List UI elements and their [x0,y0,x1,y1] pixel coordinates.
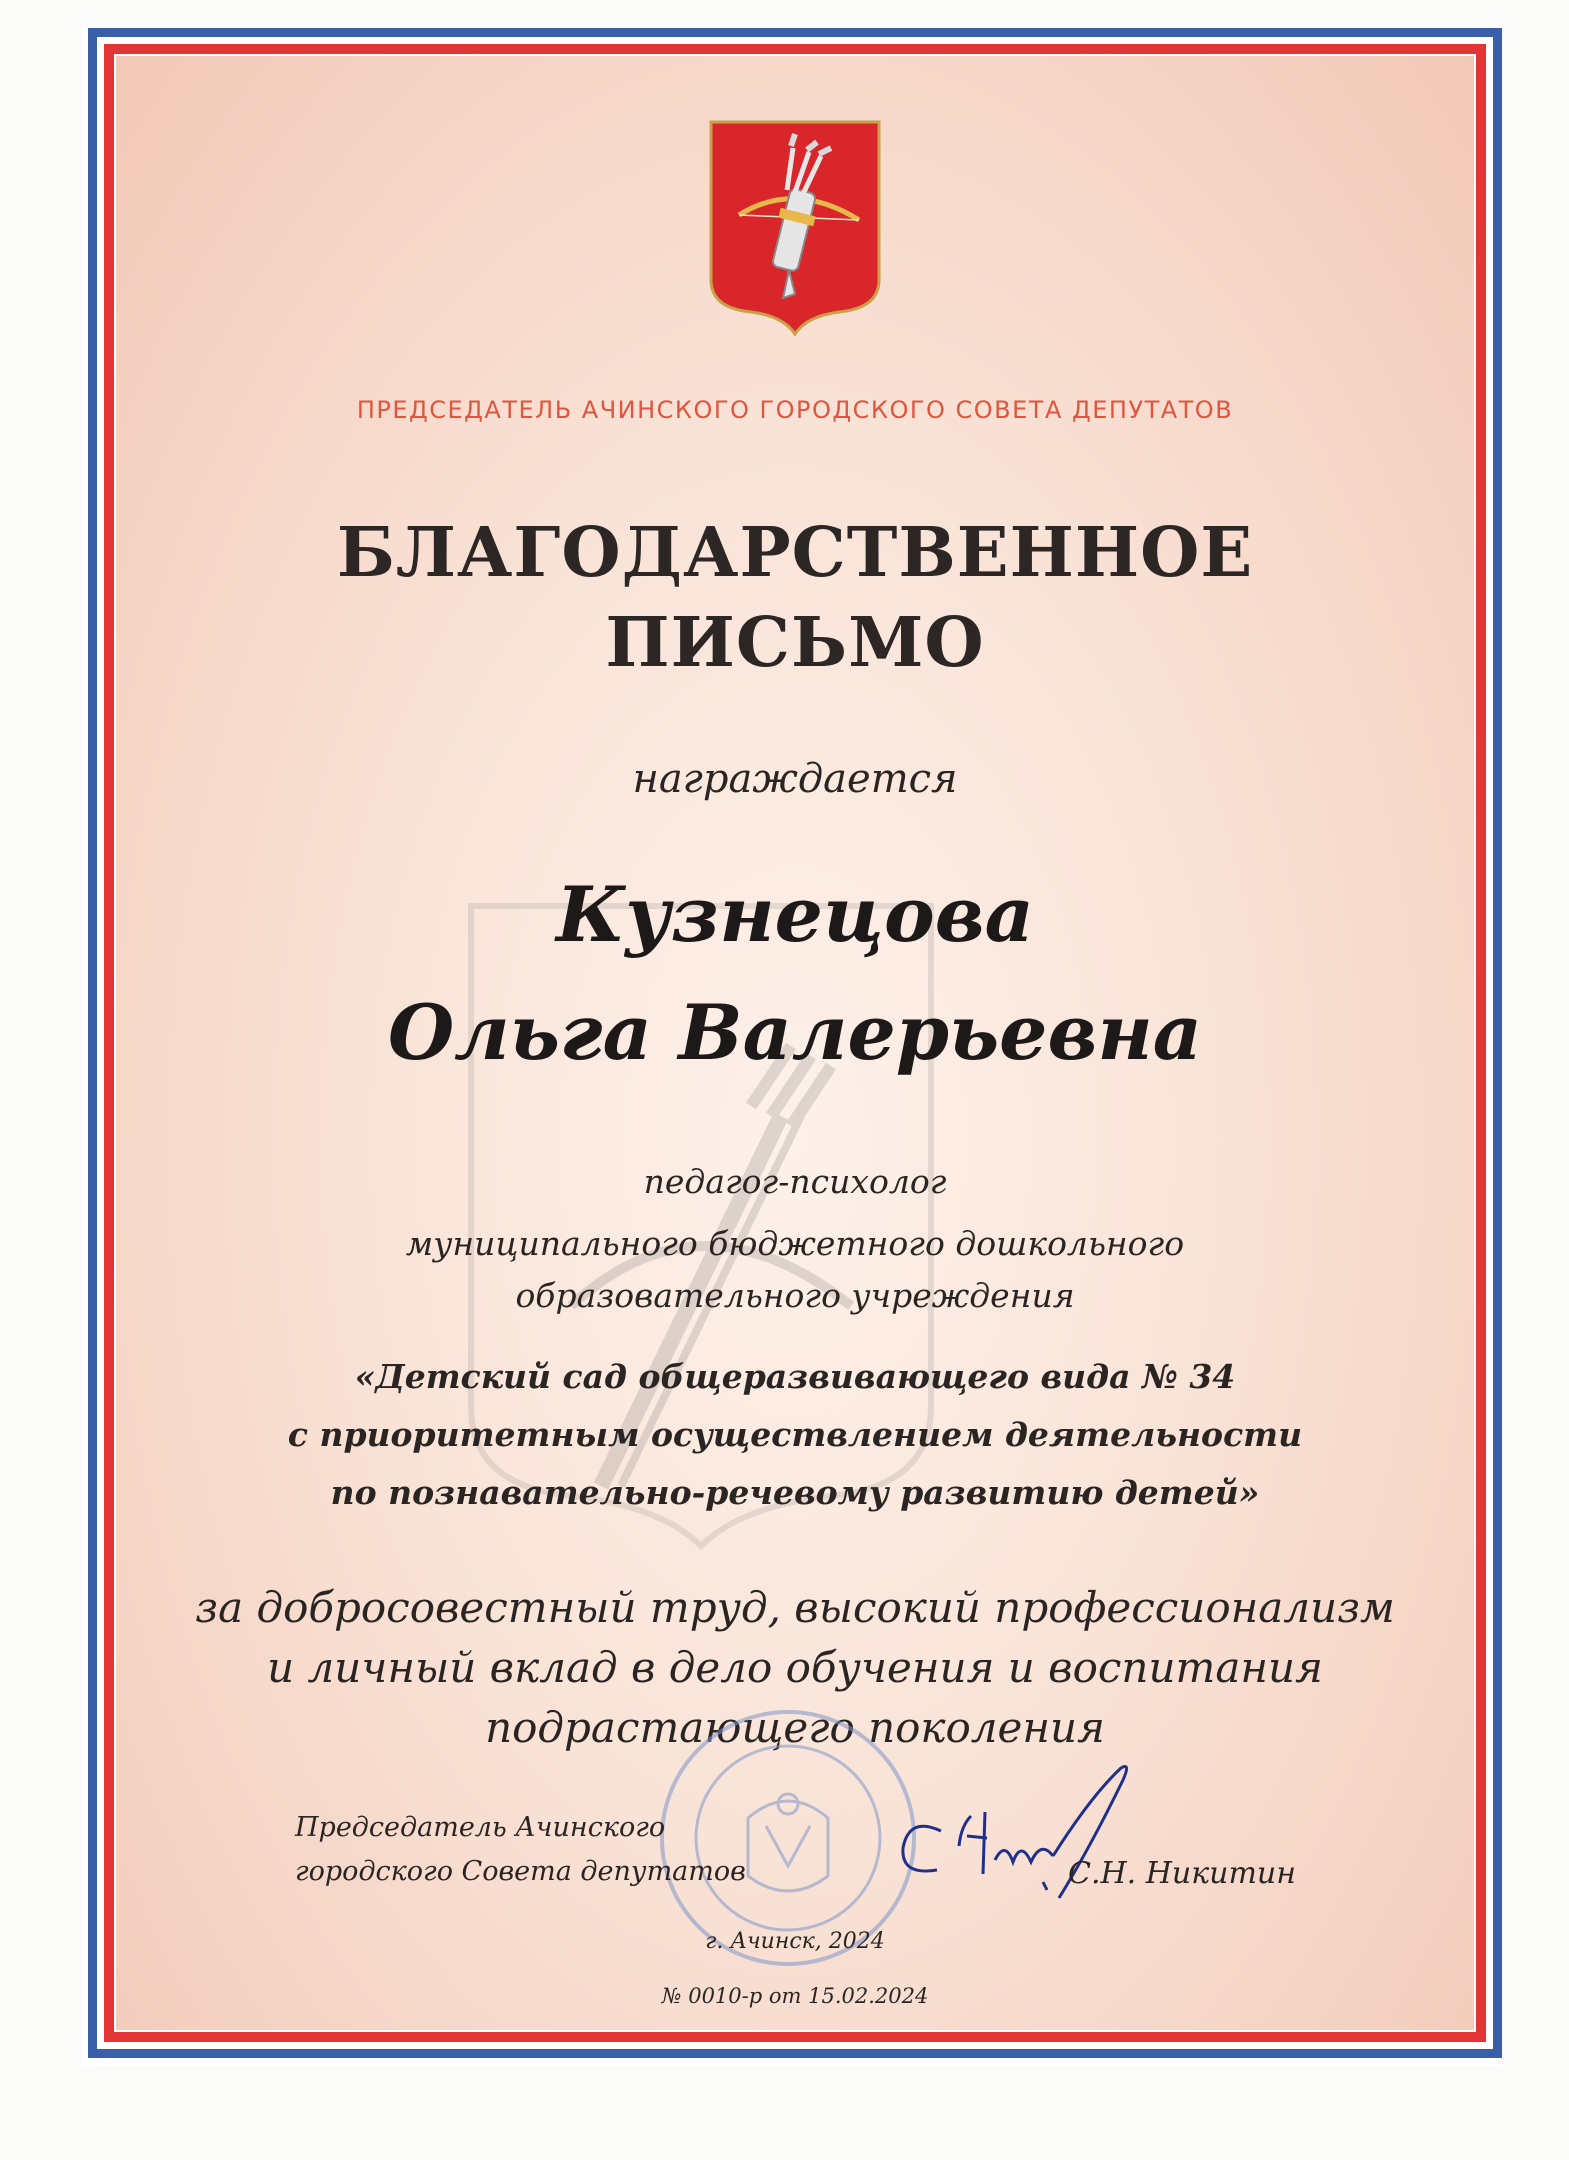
reason-line: и личный вклад в дело обучения и воспитания [267,1643,1323,1692]
recipient-given-names: Ольга Валерьевна [387,988,1203,1077]
awarded-label: награждается [632,756,958,802]
signatory-title-line: Председатель Ачинского [295,1812,666,1843]
issuer-header: ПРЕДСЕДАТЕЛЬ АЧИНСКОГО ГОРОДСКОГО СОВЕТА ДЕПУТАТОВ [356,396,1234,424]
certificate-panel [116,56,1474,2030]
institution-line: образовательного учреждения [515,1276,1075,1315]
city-year: г. Ачинск, 2024 [705,1929,885,1954]
signatory-title [295,1806,746,1894]
institution-type [116,1218,1474,1322]
title-line: БЛАГОДАРСТВЕННОЕ [336,513,1254,593]
signatory-name: С.Н. Никитин [1068,1856,1296,1891]
institution-name-line: «Детский сад общеразвивающего вида № 34 [354,1357,1236,1396]
document-title [116,508,1474,688]
reason-line: подрастающего поколения [485,1703,1105,1752]
institution-name [116,1348,1474,1522]
reason-line: за добросовестный труд, высокий профессионализм [195,1583,1395,1632]
document-number: № 0010-р от 15.02.2024 [661,1984,929,2008]
title-line: ПИСЬМО [605,603,985,683]
achinsk-coat-of-arms-icon [709,120,881,338]
recipient-position: педагог-психолог [643,1162,947,1201]
institution-line: муниципального бюджетного дошкольного [405,1224,1185,1263]
recipient-surname: Кузнецова [556,870,1034,959]
signatory-title-line: городского Совета депутатов [295,1856,746,1887]
institution-name-line: по познавательно-речевому развитию детей» [330,1473,1260,1512]
recipient-name [116,856,1474,1092]
institution-name-line: с приоритетным осуществлением деятельности [287,1415,1303,1454]
